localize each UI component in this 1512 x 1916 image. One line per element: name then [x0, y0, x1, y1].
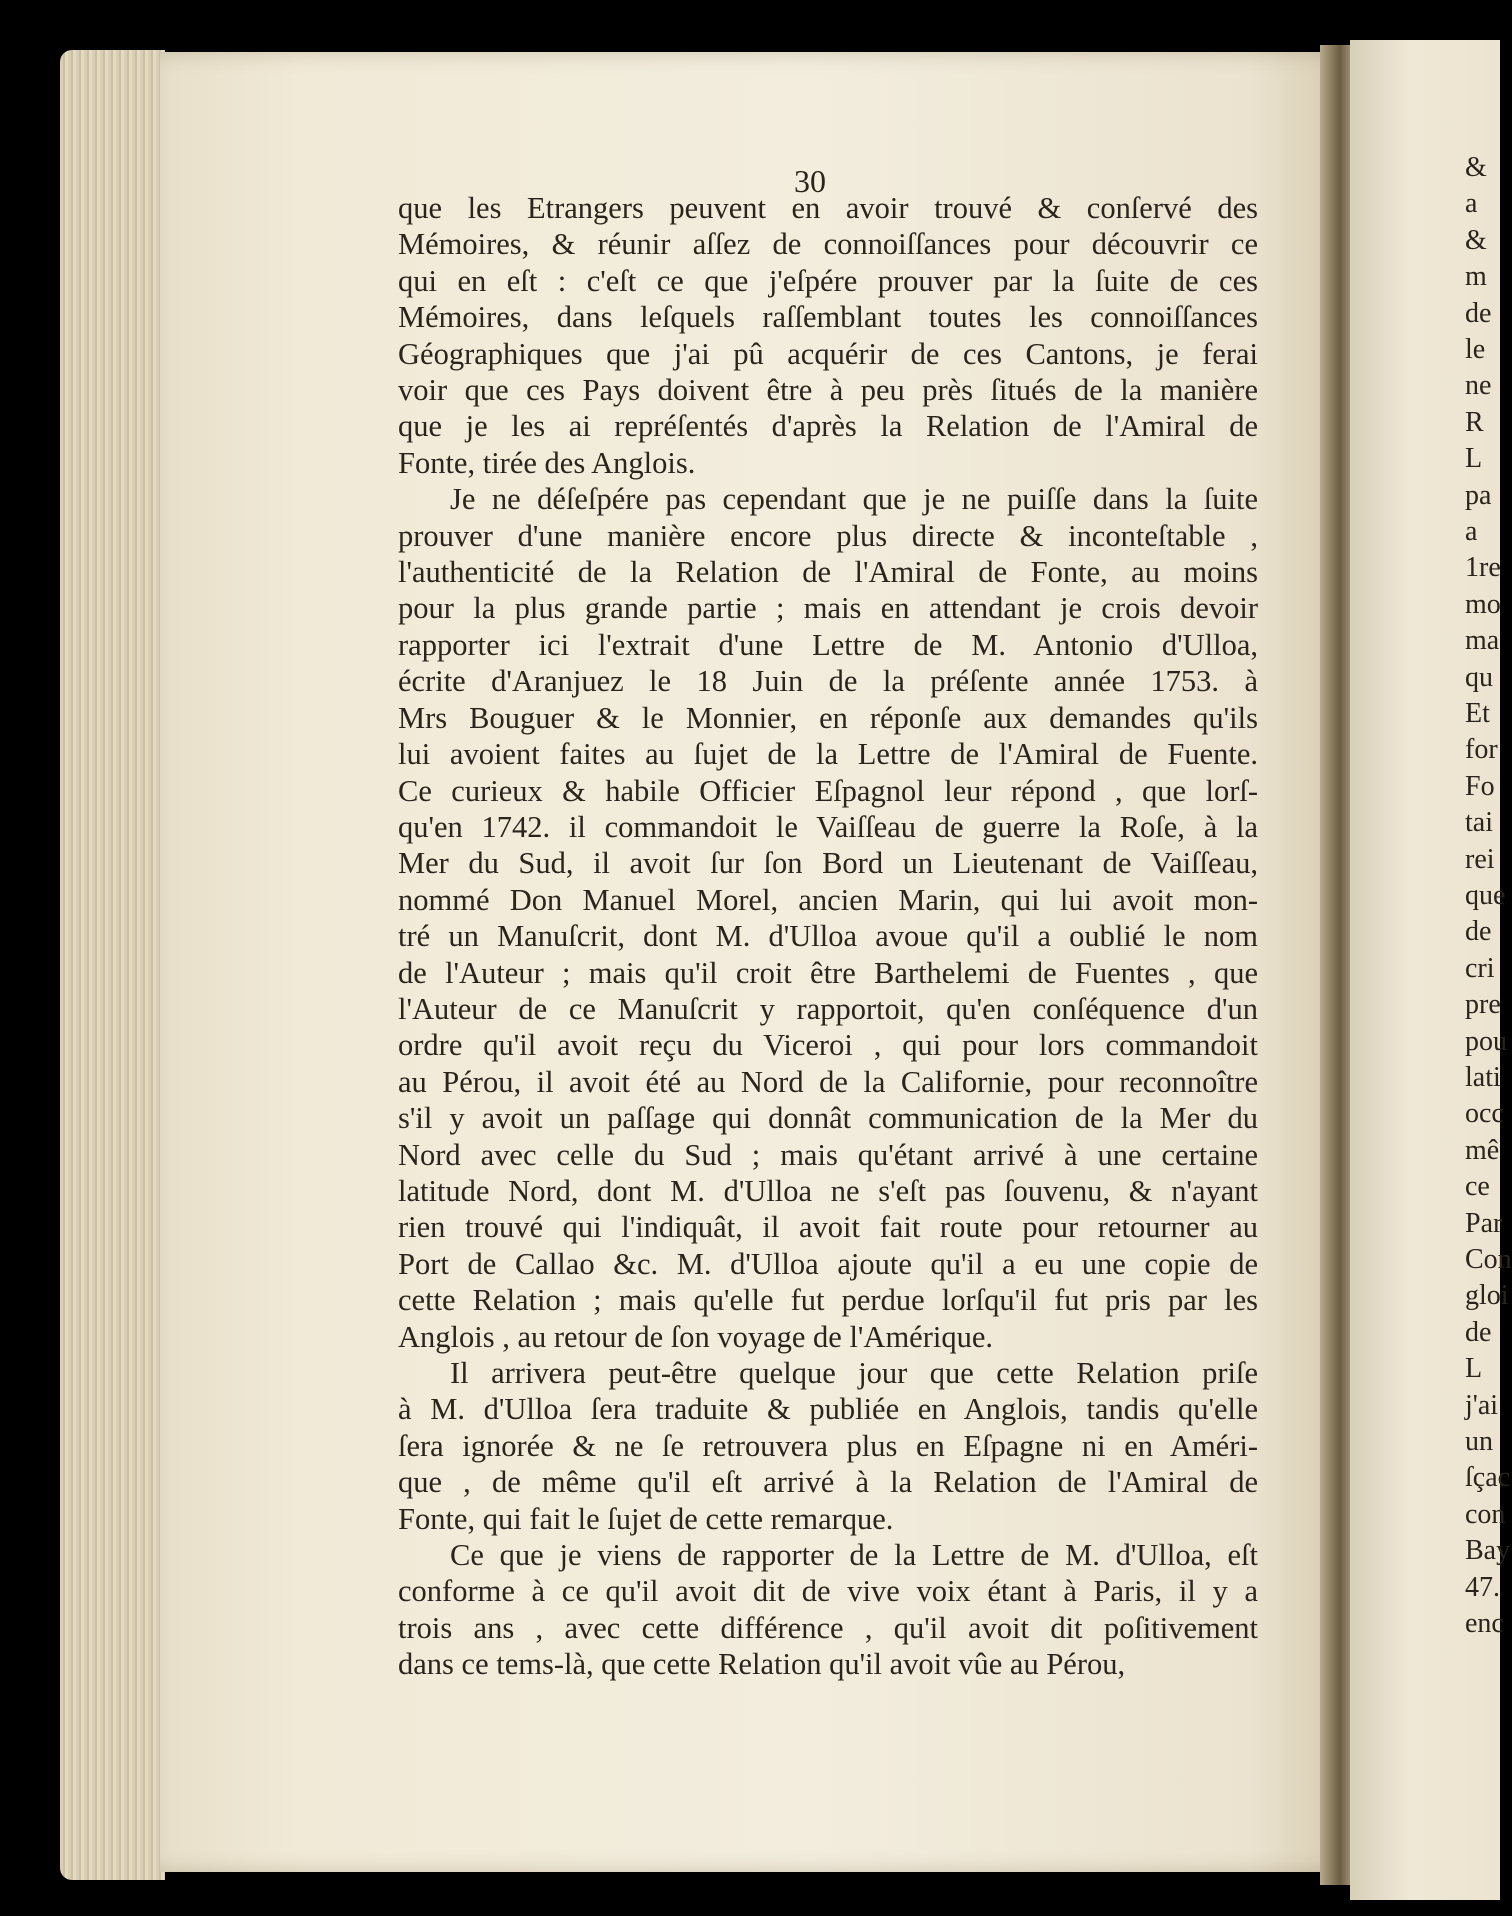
facing-page-fragment: gloi	[1465, 1280, 1509, 1312]
text-line: écrite d'Aranjuez le 18 Juin de la préſente année 1753. à	[398, 664, 1258, 699]
text-line: tré un Manuſcrit, dont M. d'Ulloa avoue qu'il a oublié le nom	[398, 919, 1258, 954]
facing-page-fragment: pou	[1465, 1025, 1507, 1057]
paragraph	[398, 481, 1258, 1355]
text-line: l'authenticité de la Relation de l'Amiral de Fonte, au moins	[398, 555, 1258, 590]
facing-page-fragment: qu	[1465, 661, 1493, 693]
facing-page-fragment: de	[1465, 1316, 1492, 1348]
facing-page-fragment: L	[1465, 443, 1483, 475]
facing-page-fragment: j'ai	[1465, 1389, 1499, 1421]
text-line: qu'en 1742. il commandoit le Vaiſſeau de guerre la Roſe, à la	[398, 809, 1258, 844]
book-page-edges	[60, 50, 165, 1880]
facing-page-fragment: occ	[1465, 1098, 1504, 1130]
facing-page-fragment: m	[1465, 261, 1487, 293]
text-line: Mémoires, dans leſquels raſſemblant toutes les connoiſſances	[398, 300, 1258, 335]
facing-page-fragment: a	[1465, 516, 1478, 547]
text-line: que les Etrangers peuvent en avoir trouvé & conſervé des	[398, 191, 1258, 225]
text-line: cette Relation ; mais qu'elle fut perdue lorſqu'il fut pris par les	[398, 1283, 1258, 1318]
facing-page-fragment: Et	[1465, 698, 1490, 729]
facing-page-fragment: mo	[1465, 588, 1501, 620]
facing-page-fragment: de	[1465, 916, 1492, 948]
text-line: conforme à ce qu'il avoit dit de vive voix étant à Paris, il y a	[398, 1574, 1258, 1609]
text-line: Mer du Sud, il avoit ſur ſon Bord un Lieutenant de Vaiſſeau,	[398, 846, 1258, 881]
text-line: latitude Nord, dont M. d'Ulloa ne s'eſt pas ſouvenu, & n'ayant	[398, 1173, 1258, 1208]
text-line: que je les ai repréſentés d'après la Relation de l'Amiral de	[398, 409, 1258, 444]
text-line: dans ce tems-là, que cette Relation qu'il avoit vûe au Pérou,	[398, 1647, 1126, 1682]
facing-page-fragment: que	[1465, 880, 1506, 911]
facing-page-fragment: lati	[1465, 1062, 1501, 1093]
facing-page-fragment: a	[1465, 188, 1478, 220]
facing-page-fragment: R	[1465, 406, 1484, 438]
facing-page-fragment: ne	[1465, 370, 1492, 402]
text-line: Mémoires, & réunir aſſez de connoiſſances pour découvrir ce	[398, 227, 1258, 262]
text-line: rien trouvé qui l'indiquât, il avoit fait route pour retourner au	[398, 1210, 1258, 1245]
facing-page-fragment: cri	[1465, 952, 1495, 984]
facing-page-fragment: con	[1465, 1498, 1506, 1530]
text-line: Ce que je viens de rapporter de la Lettre de M. d'Ulloa, eſt	[450, 1538, 1258, 1573]
facing-page-fragment: Par	[1465, 1207, 1503, 1239]
text-line: que , de même qu'il eſt arrivé à la Relation de l'Amiral de	[398, 1465, 1258, 1500]
text-line: Fonte, tirée des Anglois.	[398, 445, 696, 480]
facing-page-fragment: tai	[1465, 807, 1493, 839]
page-body-text	[398, 190, 1258, 1683]
facing-page-fragment: Fo	[1465, 770, 1495, 802]
facing-page-fragment: &	[1465, 152, 1487, 183]
text-line: Nord avec celle du Sud ; mais qu'étant arrivé à une certaine	[398, 1137, 1258, 1172]
facing-page-fragment: mê	[1465, 1134, 1500, 1166]
facing-page-fragment: &	[1465, 224, 1487, 256]
facing-page-fragment: ce	[1465, 1171, 1490, 1203]
facing-page-fragment: ſçac	[1465, 1462, 1511, 1494]
facing-page-fragment: ma	[1465, 625, 1500, 657]
text-line: prouver d'une manière encore plus directe & inconteſtable ,	[398, 518, 1258, 553]
facing-page-fragment: Bay	[1465, 1535, 1511, 1567]
facing-page-fragment: Con	[1465, 1244, 1512, 1275]
text-line: rapporter ici l'extrait d'une Lettre de M. Antonio d'Ulloa,	[398, 627, 1258, 662]
text-line: trois ans , avec cette différence , qu'il avoit dit poſitivement	[398, 1610, 1258, 1645]
facing-page-fragment: enc	[1465, 1608, 1504, 1639]
facing-page-fragment: le	[1465, 334, 1486, 365]
facing-page-fragment: L	[1465, 1353, 1483, 1385]
text-line: Mrs Bouguer & le Monnier, en réponſe aux demandes qu'ils	[398, 700, 1258, 735]
text-line: Ce curieux & habile Officier Eſpagnol leur répond , que lorſ-	[398, 773, 1258, 808]
text-line: Anglois , au retour de ſon voyage de l'Amérique.	[398, 1319, 994, 1354]
facing-page-fragment: pre	[1465, 989, 1501, 1021]
text-line: Port de Callao &c. M. d'Ulloa ajoute qu'il a eu une copie de	[398, 1246, 1258, 1281]
page-number: 30	[794, 163, 826, 199]
text-line: qui en eſt : c'eſt ce que j'eſpére prouver par la ſuite de ces	[398, 263, 1258, 298]
facing-page-fragment: pa	[1465, 479, 1492, 511]
facing-page-fragment: un	[1465, 1426, 1493, 1457]
text-line: Géographiques que j'ai pû acquérir de ces Cantons, je ferai	[398, 336, 1258, 371]
text-line: Je ne déſeſpére pas cependant que je ne puiſſe dans la ſuite	[450, 482, 1258, 517]
facing-page-fragment: rei	[1465, 843, 1495, 875]
text-line: Il arrivera peut-être quelque jour que cette Relation priſe	[450, 1356, 1258, 1390]
facing-page-fragment: de	[1465, 297, 1492, 329]
text-line: pour la plus grande partie ; mais en attendant je crois devoir	[398, 591, 1258, 626]
text-line: à M. d'Ulloa ſera traduite & publiée en Anglois, tandis qu'elle	[398, 1392, 1258, 1427]
text-line: au Pérou, il avoit été au Nord de la Californie, pour reconnoître	[398, 1064, 1258, 1099]
text-line: voir que ces Pays doivent être à peu près ſitués de la manière	[398, 373, 1258, 408]
paragraph	[398, 1537, 1258, 1683]
text-line: s'il y avoit un paſſage qui donnât communication de la Mer du	[398, 1101, 1258, 1136]
paragraph	[398, 190, 1258, 481]
text-line: lui avoient faites au ſujet de la Lettre de l'Amiral de Fuente.	[398, 737, 1258, 772]
facing-page-fragment: 1re	[1465, 552, 1501, 584]
facing-page-fragment: 47.	[1465, 1571, 1500, 1603]
text-line: ordre qu'il avoit reçu du Viceroi , qui pour lors commandoit	[398, 1028, 1258, 1063]
paragraph	[398, 1355, 1258, 1537]
text-line: de l'Auteur ; mais qu'il croit être Barthelemi de Fuentes , que	[398, 955, 1258, 990]
text-line: l'Auteur de ce Manuſcrit y rapportoit, qu'en conſéquence d'un	[398, 991, 1258, 1026]
facing-page-fragment: for	[1465, 734, 1498, 766]
text-line: Fonte, qui fait le ſujet de cette remarque.	[398, 1501, 894, 1536]
text-line: nommé Don Manuel Morel, ancien Marin, qui lui avoit mon-	[398, 882, 1258, 917]
text-line: ſera ignorée & ne ſe retrouvera plus en Eſpagne ni en Améri-	[398, 1428, 1258, 1463]
